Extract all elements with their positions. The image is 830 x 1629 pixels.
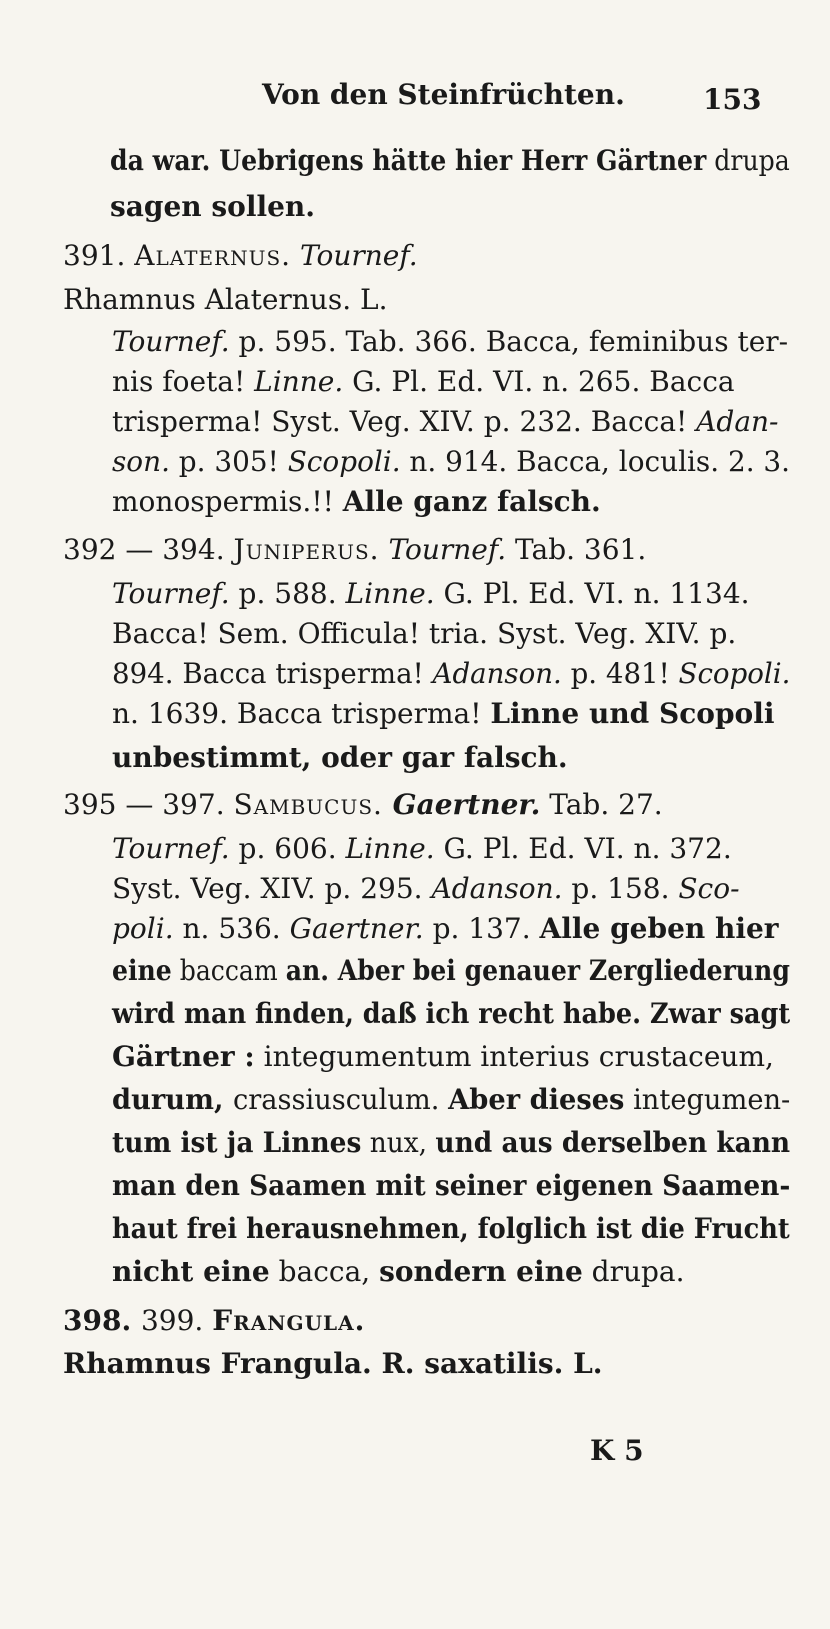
text-line [112,831,732,867]
text-segment: 392 — 394. [63,533,234,566]
text-line [112,953,790,989]
text-segment: Tournef. [379,533,507,566]
text-line [112,1125,790,1161]
text-segment: p. 137. [423,912,540,945]
text-segment: crassiusculum. [232,1083,449,1116]
text-segment: trisperma! Syst. Veg. XIV. p. 232. Bacca! [112,405,697,438]
text-segment: p. 595. Tab. 366. Bacca, feminibus ter- [229,325,789,358]
text-line [112,740,568,776]
text-segment: sagen sollen. [110,190,316,223]
text-line [112,871,740,907]
page-number: 153 [703,83,762,116]
text-segment: integumentum interius crustaceum, [254,1040,774,1073]
text-segment: Juniperus. [233,533,380,566]
text-line [112,404,779,440]
text-line [112,484,601,520]
text-line [112,1082,790,1118]
text-line [112,1039,774,1075]
text-segment: baccam [171,954,286,987]
text-line [112,996,790,1032]
text-segment: Gärtner : [112,1040,255,1073]
text-segment: drupa. [582,1255,685,1288]
text-segment: p. 481! [561,657,679,690]
text-segment: Gaertner. [289,912,424,945]
text-segment: Adan- [696,405,779,438]
text-segment: sondern eine [379,1255,583,1288]
text-line [110,189,315,225]
text-segment: 398. [63,1304,141,1337]
text-segment: G. Pl. Ed. VI. n. 372. [434,832,732,865]
text-line [112,1211,790,1247]
text-segment: eine [112,954,172,987]
text-segment: Linne. [345,832,435,865]
text-segment: 395 — 397. [63,788,234,821]
text-segment: Tournef. [112,325,230,358]
text-segment: n. 914. Bacca, loculis. 2. 3. [400,445,791,478]
text-segment: monospermis.!! [112,485,343,518]
text-line [63,282,388,318]
text-segment: Gaertner. [382,788,541,821]
text-segment: Tournef. [112,577,230,610]
text-line [112,1254,685,1290]
text-line [112,444,790,480]
text-segment: haut frei herausnehmen, folglich ist die Frucht [112,1212,790,1245]
text-segment: durum, [112,1083,233,1116]
text-segment: Adanson. [431,872,563,905]
text-line [63,1346,603,1382]
text-segment: Linne und Scopoli [490,697,775,730]
text-segment: G. Pl. Ed. VI. n. 1134. [434,577,750,610]
text-segment: Tab. 361. [506,533,647,566]
text-segment: p. 305! [169,445,288,478]
text-segment: und aus derselben kann [435,1126,791,1159]
text-line [112,911,779,947]
text-segment: Tab. 27. [540,788,663,821]
text-segment: p. 158. [562,872,679,905]
text-segment: n. 536. [173,912,290,945]
text-segment: Adanson. [432,657,562,690]
text-line [63,1303,365,1339]
text-segment: da war. Uebrigens hätte hier Herr Gärtner [110,144,707,177]
text-segment: Scopoli. [678,657,791,690]
text-segment: poli. [112,912,174,945]
text-segment: 391. [63,239,135,272]
text-line [112,324,788,360]
text-segment: Alaternus. [134,239,292,272]
text-segment: Alle geben hier [539,912,779,945]
text-segment: p. 606. [229,832,346,865]
signature-mark: K 5 [590,1434,644,1467]
text-line [63,787,663,823]
text-segment: Bacca! Sem. Officula! tria. Syst. Veg. XIV. p. [112,617,737,650]
text-line [112,696,774,732]
text-segment: drupa [706,144,790,177]
text-segment: integumen- [624,1083,791,1116]
text-line [112,364,735,400]
text-line [112,616,736,652]
text-line [63,238,418,274]
text-segment: Sambucus. [233,788,383,821]
text-segment: 399. [140,1304,213,1337]
text-line [112,656,790,692]
text-segment: Frangula. [212,1304,366,1337]
text-segment: unbestimmt, oder gar falsch. [112,741,568,774]
text-segment: nis foeta! [112,365,255,398]
text-segment: nicht eine [112,1255,270,1288]
text-line [112,1168,790,1204]
text-segment: Rhamnus Frangula. R. saxatilis. L. [63,1347,603,1380]
text-segment: Tournef. [291,239,418,272]
text-segment: bacca, [269,1255,380,1288]
text-segment: wird man finden, daß ich recht habe. Zwar sagt [112,997,791,1030]
running-header-title: Von den Steinfrüchten. [262,78,625,111]
text-segment: Scopoli. [287,445,401,478]
text-segment: Aber dieses [448,1083,625,1116]
text-segment: man den Saamen mit seiner eigenen Saamen- [112,1169,791,1202]
text-line [112,576,750,612]
text-segment: Linne. [254,365,344,398]
text-segment: Alle ganz falsch. [342,485,601,518]
text-segment: Linne. [345,577,435,610]
text-segment: n. 1639. Bacca trisperma! [112,697,491,730]
text-segment: nux, [361,1126,436,1159]
text-segment: Sco- [678,872,740,905]
text-segment: Tournef. [112,832,230,865]
text-line [110,143,790,179]
text-segment: Syst. Veg. XIV. p. 295. [112,872,432,905]
text-segment: G. Pl. Ed. VI. n. 265. Bacca [343,365,735,398]
text-segment: p. 588. [229,577,346,610]
text-segment: tum ist ja Linnes [112,1126,362,1159]
text-segment: son. [112,445,170,478]
text-segment: Rhamnus Alaternus. L. [63,283,388,316]
text-line [63,532,646,568]
text-segment: 894. Bacca trisperma! [112,657,433,690]
text-segment: an. Aber bei genauer Zergliederung [285,954,790,987]
